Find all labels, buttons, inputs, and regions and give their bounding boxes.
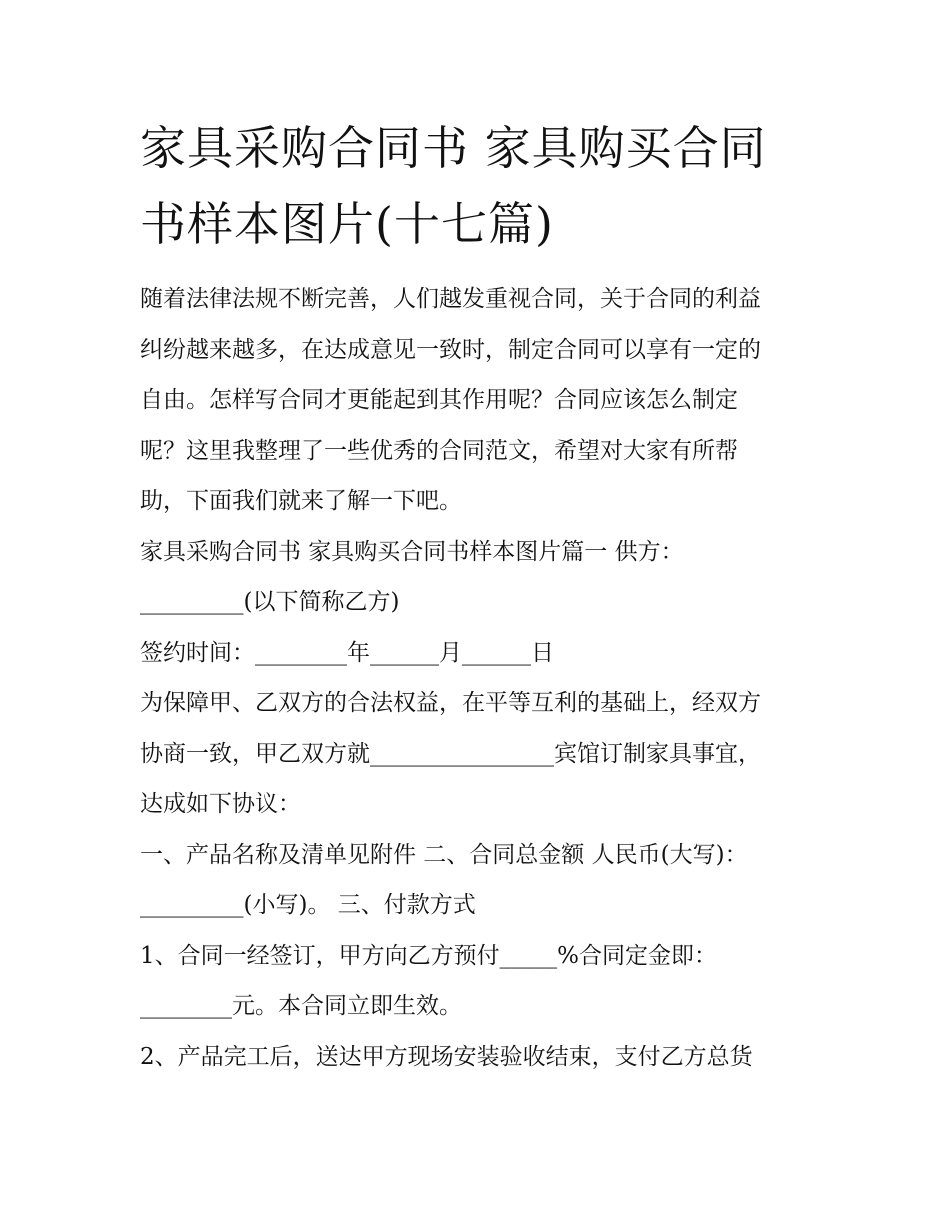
document-page <box>140 110 820 1082</box>
body-line: 自由。怎样写合同才更能起到其作用呢？合同应该怎么制定 <box>140 387 738 413</box>
title-line-2: 书样本图片(十七篇) <box>140 197 554 251</box>
section-heading-line: 家具采购合同书 家具购买合同书样本图片篇一 供方： <box>140 538 684 565</box>
body-line: 助，下面我们就来了解一下吧。 <box>140 488 462 514</box>
clause-line: 2、产品完工后，送达甲方现场安装验收结束，支付乙方总货 <box>140 1043 753 1070</box>
body-line: 呢？这里我整理了一些优秀的合同范文，希望对大家有所帮 <box>140 437 738 464</box>
document-body <box>140 274 820 1082</box>
clause-line: 一、产品名称及清单见附件 二、合同总金额 人民币(大写)： <box>140 841 748 868</box>
body-line: 协商一致，甲乙双方就________________宾馆订制家具事宜， <box>140 740 761 767</box>
body-line: 随着法律法规不断完善，人们越发重视合同，关于合同的利益 <box>140 286 761 312</box>
body-line: _________(以下简称乙方) <box>140 589 400 615</box>
title-line-1: 家具采购合同书 家具购买合同 <box>140 121 767 175</box>
body-line: 纠纷越来越多，在达成意见一致时，制定合同可以享有一定的 <box>140 336 761 363</box>
signing-date-line: 签约时间：________年______月______日 <box>140 639 554 666</box>
body-line: 为保障甲、乙双方的合法权益，在平等互利的基础上，经双方 <box>140 690 761 716</box>
document-title <box>140 110 820 262</box>
clause-line: ________元。本合同立即生效。 <box>140 993 462 1019</box>
body-line: 达成如下协议： <box>140 791 301 817</box>
clause-line: 1、合同一经签订，甲方向乙方预付_____%合同定金即： <box>140 942 717 969</box>
clause-line: _________(小写)。 三、付款方式 <box>140 892 476 918</box>
